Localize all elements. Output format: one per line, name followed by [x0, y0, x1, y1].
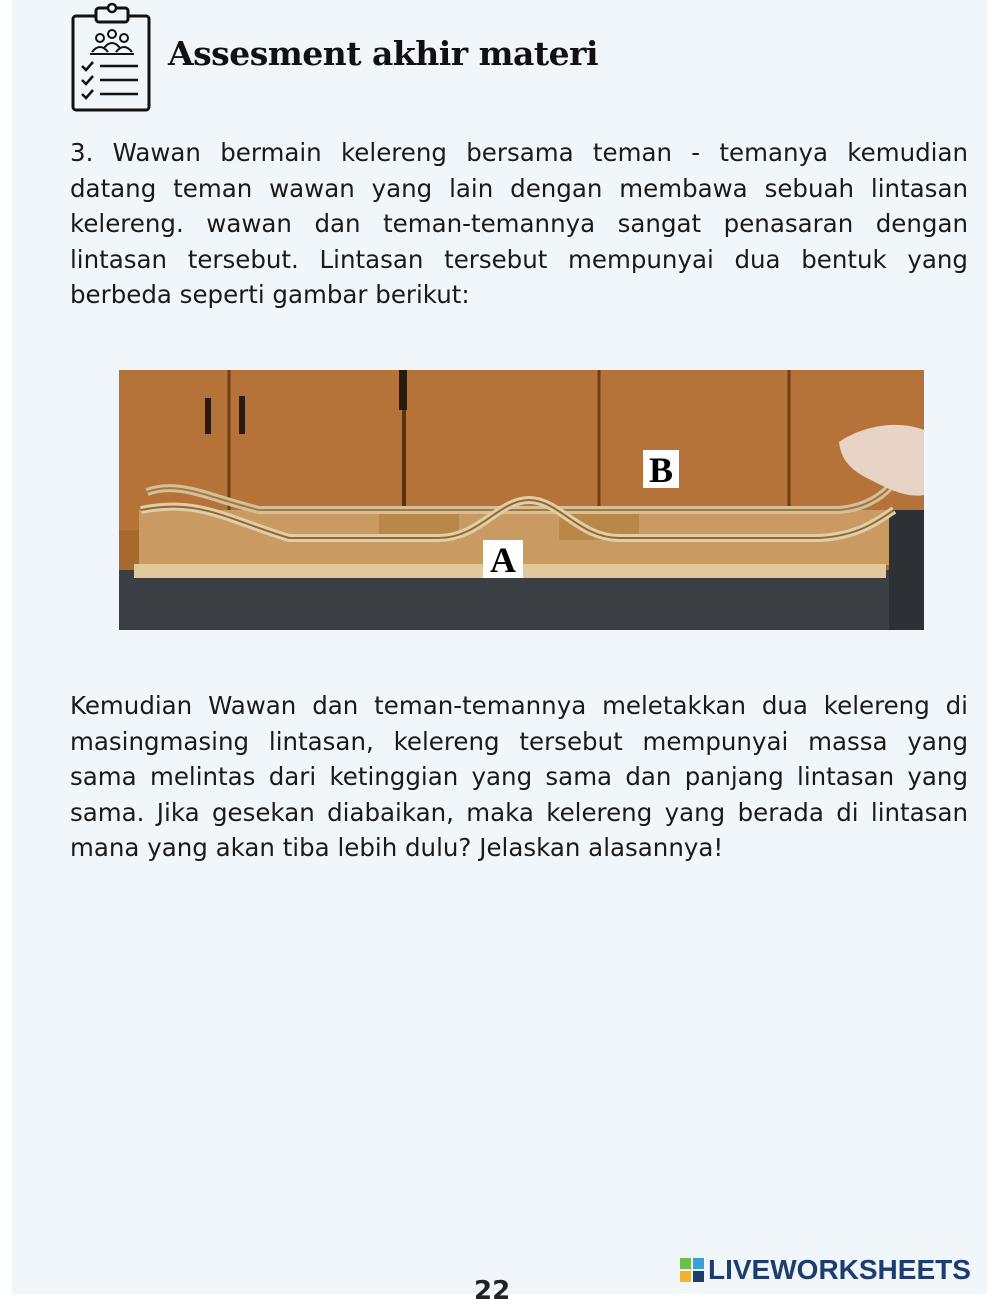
liveworksheets-brand[interactable] — [680, 1253, 980, 1287]
clipboard-checklist-icon — [70, 2, 154, 114]
page-title: Assesment akhir materi — [168, 34, 599, 73]
question-paragraph-1: 3. Wawan bermain kelereng bersama teman - temanya kemudian datang teman wawan yang lain dengan membawa sebuah lintasan kelereng. wawan dan teman-temannya sangat penasaran dengan lintasan tersebut. Lintasan tersebut mempunyai dua bentuk yang berbeda seperti gambar berikut: — [70, 138, 968, 309]
track-b-label: B — [648, 450, 674, 490]
brand-name: LIVEWORKSHEETS — [708, 1254, 971, 1285]
worksheet-page — [12, 0, 987, 1306]
track-a-label: A — [490, 540, 516, 580]
question-paragraph-2: Kemudian Wawan dan teman-temannya meletakkan dua kelereng di masingmasing lintasan, kelereng tersebut mempunyai massa yang sama melintas dari ketinggian yang sama dan panjang lintasan yang sama. Jika gesekan diabaikan, maka kelereng yang berada di lintasan mana yang akan tiba lebih dulu? Jelaskan alasannya! — [70, 691, 968, 862]
liveworksheets-logo-icon — [680, 1258, 704, 1282]
marble-track-photo — [119, 370, 924, 630]
page-number: 22 — [474, 1276, 511, 1306]
header — [70, 0, 950, 120]
